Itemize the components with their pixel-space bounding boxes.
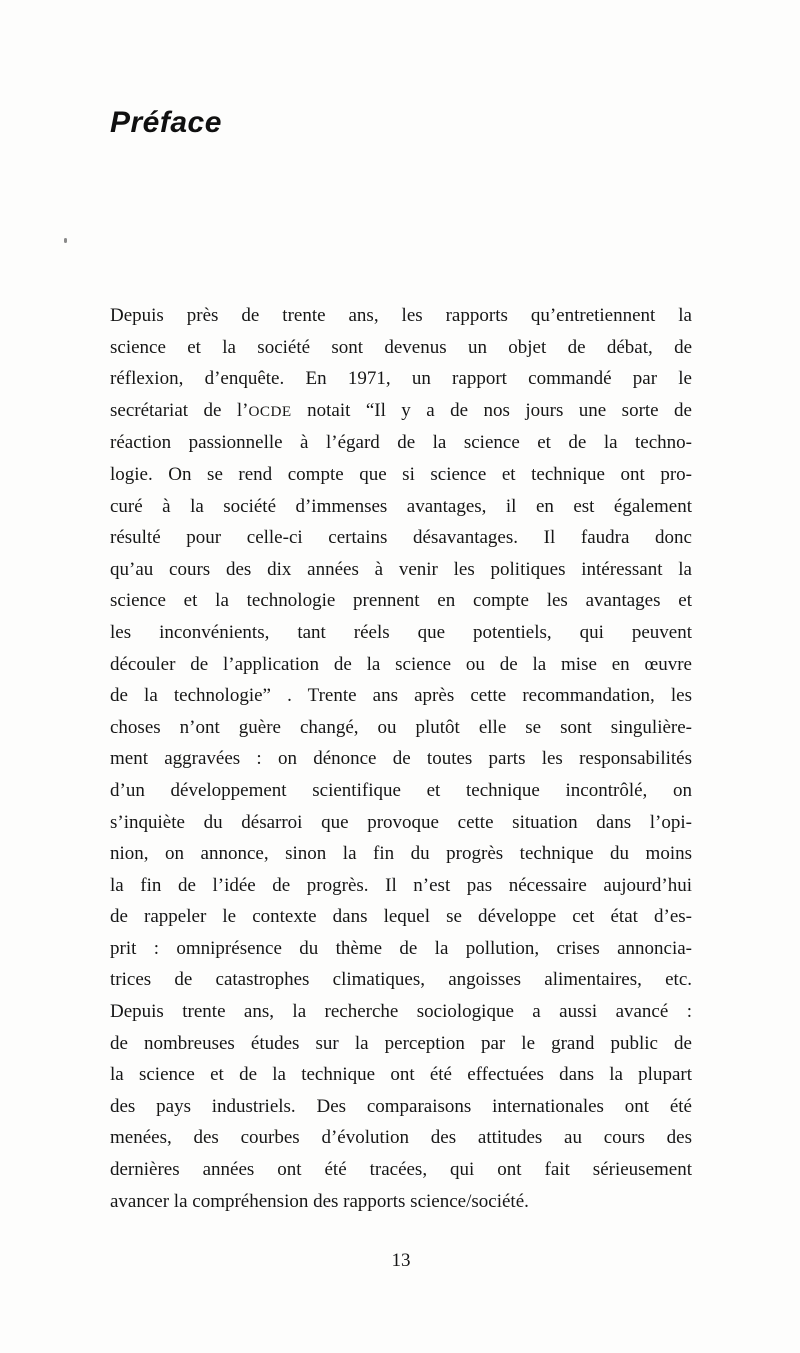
text-line: de nombreuses études sur la perception par le grand public de	[110, 1032, 692, 1054]
text-line: menées, des courbes d’évolution des attitudes au cours des	[110, 1127, 692, 1149]
text-line: curé à la société d’immenses avantages, il en est également	[110, 495, 692, 517]
text-line: dernières années ont été tracées, qui ont fait sérieusement	[110, 1159, 692, 1181]
text-line: ment aggravées : on dénonce de toutes parts les responsabilités	[110, 748, 692, 770]
text-line: logie. On se rend compte que si science et technique ont pro-	[110, 463, 692, 485]
text-line: de la technologie” . Trente ans après cette recommandation, les	[110, 685, 692, 707]
text-line: de rappeler le contexte dans lequel se développe cet état d’es-	[110, 906, 692, 928]
text-line: science et la technologie prennent en compte les avantages et	[110, 590, 692, 612]
text-line: science et la société sont devenus un objet de débat, de	[110, 336, 692, 358]
text-line: la fin de l’idée de progrès. Il n’est pas nécessaire aujourd’hui	[110, 874, 692, 896]
body-paragraph	[110, 300, 692, 1217]
text-line: résulté pour celle-ci certains désavantages. Il faudra donc	[110, 527, 692, 549]
text-line: réflexion, d’enquête. En 1971, un rapport commandé par le	[110, 368, 692, 390]
text-line: Depuis près de trente ans, les rapports qu’entretiennent la	[110, 305, 692, 326]
text-line: qu’au cours des dix années à venir les politiques intéressant la	[110, 558, 692, 580]
page-number: 13	[391, 1250, 411, 1271]
text-line: nion, on annonce, sinon la fin du progrès technique du moins	[110, 843, 692, 865]
text-line: Depuis trente ans, la recherche sociologique a aussi avancé :	[110, 1001, 692, 1023]
text-line: s’inquiète du désarroi que provoque cette situation dans l’opi-	[110, 811, 692, 833]
text-line: avancer la compréhension des rapports science/société.	[110, 1190, 529, 1212]
text-line: choses n’ont guère changé, ou plutôt elle se sont singulière-	[110, 716, 692, 738]
text-line: d’un développement scientifique et technique incontrôlé, on	[110, 779, 692, 801]
smallcaps-acronym: OCDE	[248, 402, 292, 420]
text-line: la science et de la technique ont été effectuées dans la plupart	[110, 1064, 692, 1086]
text-line: réaction passionnelle à l’égard de la science et de la techno-	[110, 432, 692, 454]
text-line: découler de l’application de la science ou de la mise en œuvre	[110, 653, 692, 675]
scan-speck	[64, 238, 67, 243]
text-line: prit : omniprésence du thème de la pollution, crises annoncia-	[110, 937, 692, 959]
text-line: trices de catastrophes climatiques, angoisses alimentaires, etc.	[110, 969, 692, 991]
text-line: secrétariat de l’OCDE notait “Il y a de nos jours une sorte de	[110, 399, 692, 421]
page-title: Préface	[110, 106, 222, 140]
text-line: les inconvénients, tant réels que potentiels, qui peuvent	[110, 621, 692, 643]
text-line: des pays industriels. Des comparaisons internationales ont été	[110, 1095, 692, 1117]
